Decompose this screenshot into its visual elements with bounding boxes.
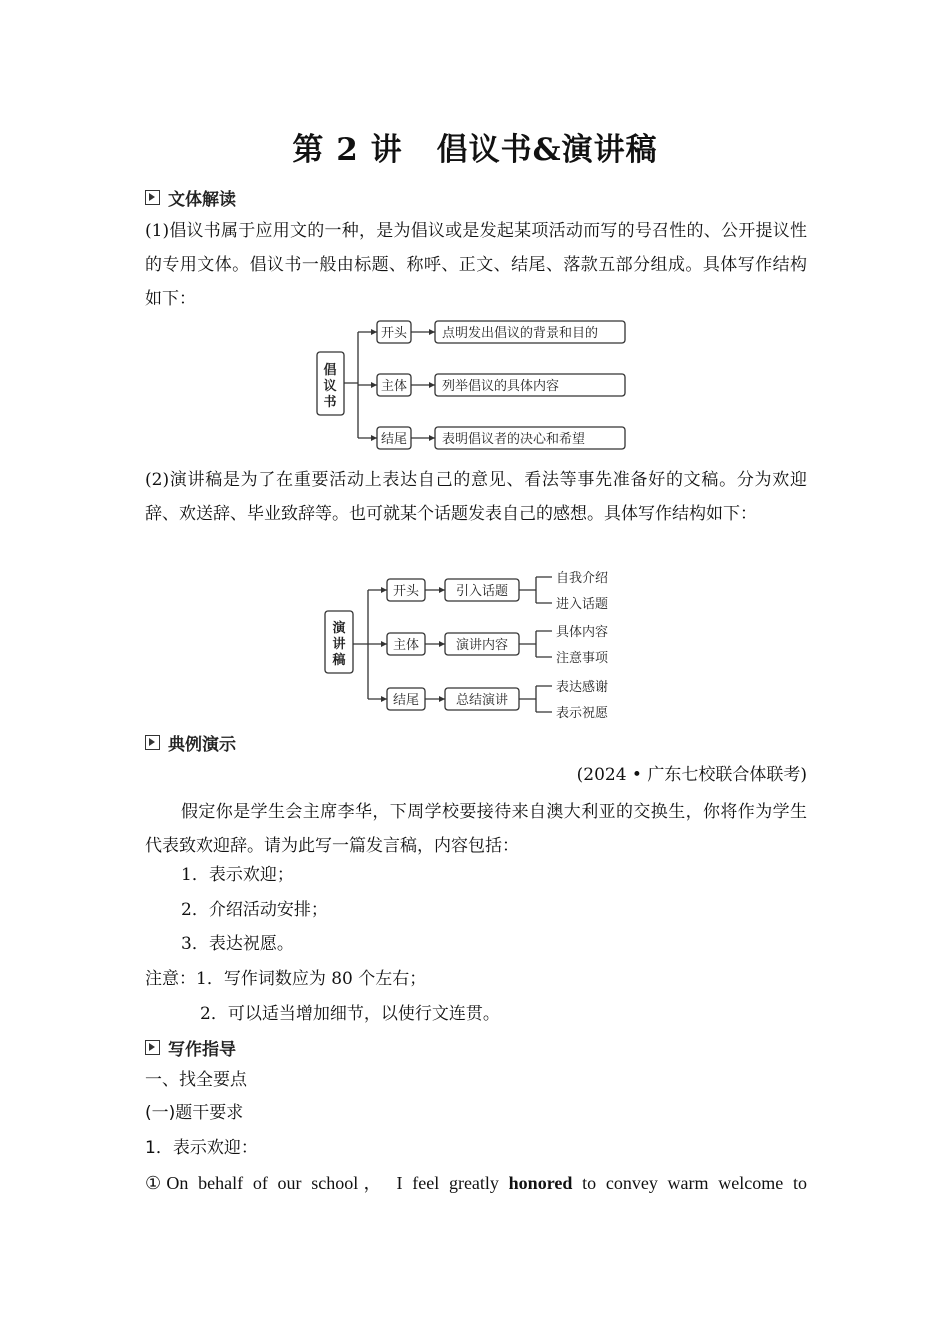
section-heading-example: 典例演示 <box>145 730 236 754</box>
diagram2-leaf: 进入话题 <box>556 597 609 612</box>
page-title <box>0 124 950 169</box>
diagram2-root-char: 稿 <box>332 653 346 668</box>
diagram1-label-ending: 结尾 <box>380 432 408 447</box>
section-heading-guide: 写作指导 <box>145 1035 236 1059</box>
diagram2-leaf: 表达感谢 <box>556 680 609 695</box>
diagram2-mid-ending: 总结演讲 <box>455 693 509 708</box>
example-prompt: 假定你是学生会主席李华，下周学校要接待来自澳大利亚的交换生，你将作为学生代表致欢迎辞。请为此写一篇发言稿，内容包括： <box>145 802 807 856</box>
diagram2-mid-opening: 引入话题 <box>455 584 509 599</box>
diagram1-label-opening: 开头 <box>380 326 408 341</box>
lesson-topic: 倡议书&演讲稿 <box>436 132 658 168</box>
speech-structure-diagram <box>318 563 628 725</box>
example-source: (2024 • 广东七校联合体联考) <box>576 765 807 785</box>
diagram2-label-opening: 开头 <box>392 584 420 599</box>
diagram2-root-char: 演 <box>332 621 346 636</box>
diagram1-root-char: 倡 <box>323 363 337 378</box>
play-marker-icon <box>145 190 160 205</box>
diagram1-root-char: 议 <box>323 379 337 394</box>
diagram2-leaf: 具体内容 <box>556 625 609 640</box>
diagram2-leaf: 表示祝愿 <box>556 706 609 721</box>
diagram1-root-char: 书 <box>323 395 337 410</box>
diagram1-desc-body: 列举倡议的具体内容 <box>442 379 560 394</box>
diagram2-leaf: 自我介绍 <box>556 571 609 586</box>
highlighted-word: honored <box>508 1173 573 1193</box>
guide-heading-1: 一、找全要点 <box>145 1070 247 1090</box>
diagram2-leaf: 注意事项 <box>556 651 609 666</box>
diagram2-root-char: 讲 <box>332 637 346 652</box>
guide-heading-2: (一)题干要求 <box>145 1103 244 1123</box>
note-line-2: 2．可以适当增加细节，以使行文连贯。 <box>200 1004 500 1024</box>
requirement-item: 1．表示欢迎； <box>181 865 294 885</box>
guide-heading-3: 1．表示欢迎： <box>145 1138 258 1158</box>
paragraph-speech: (2)演讲稿是为了在重要活动上表达自己的意见、看法等事先准备好的文稿。分为欢迎辞、欢送辞、毕业致辞等。也可就某个话题发表自己的感想。具体写作结构如下： <box>145 470 807 524</box>
diagram1-label-body: 主体 <box>380 379 408 394</box>
play-marker-icon <box>145 735 160 750</box>
example-sentence: ①On behalf of our school， I feel greatly honored to convey warm welcome to <box>145 1173 807 1193</box>
requirement-item: 2．介绍活动安排； <box>181 900 328 920</box>
paragraph-proposal: (1)倡议书属于应用文的一种，是为倡议或是发起某项活动而写的号召性的、公开提议性的专用文体。倡议书一般由标题、称呼、正文、结尾、落款五部分组成。具体写作结构如下： <box>145 221 807 309</box>
note-line-1: 注意：1．写作词数应为 80 个左右； <box>145 969 427 989</box>
play-marker-icon <box>145 1040 160 1055</box>
diagram2-label-ending: 结尾 <box>392 693 420 708</box>
diagram2-mid-body: 演讲内容 <box>455 638 509 653</box>
diagram2-label-body: 主体 <box>392 638 420 653</box>
diagram1-desc-ending: 表明倡议者的决心和希望 <box>442 432 586 447</box>
section-heading-genre: 文体解读 <box>145 185 236 209</box>
requirement-item: 3．表达祝愿。 <box>181 934 294 954</box>
diagram1-desc-opening: 点明发出倡议的背景和目的 <box>442 326 599 341</box>
lesson-number: 第 2 讲 <box>292 132 403 168</box>
proposal-structure-diagram <box>310 316 640 458</box>
